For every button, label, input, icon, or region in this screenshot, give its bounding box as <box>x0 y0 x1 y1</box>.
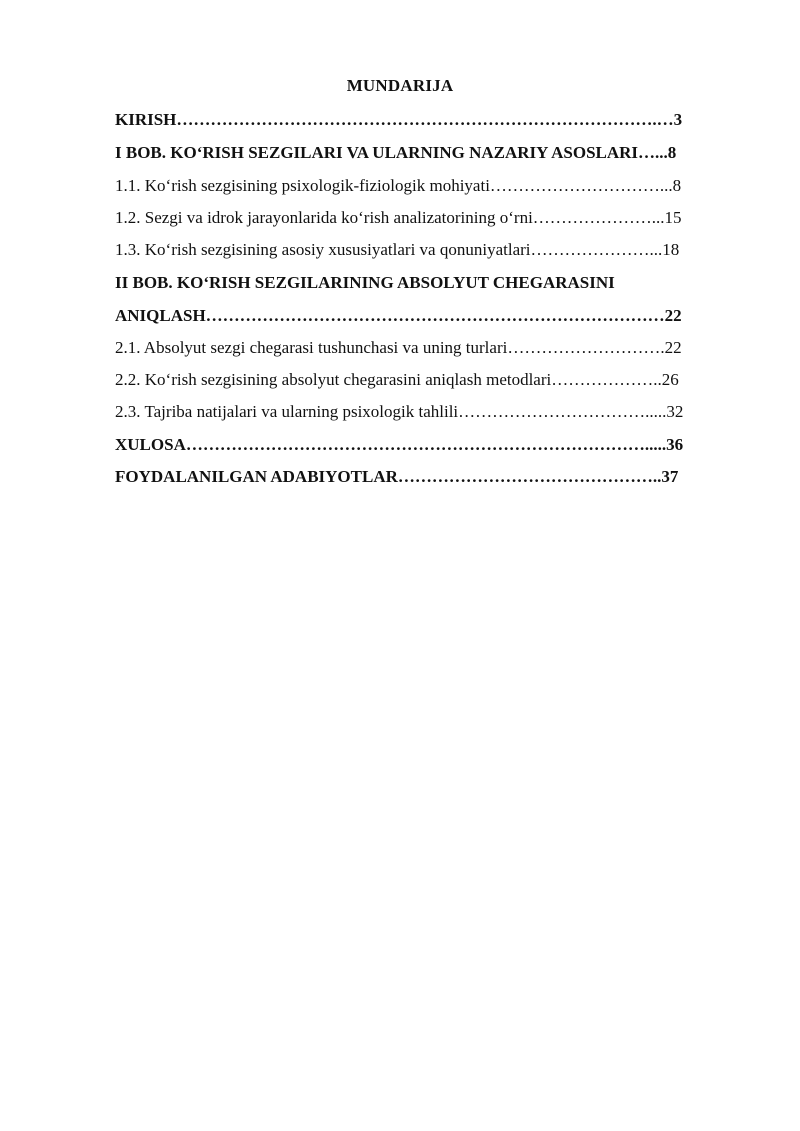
toc-entry-section-2-1: 2.1. Absolyut sezgi chegarasi tushunchasi va uning turlari……………………….22 <box>115 338 682 357</box>
toc-entry-section-1-3: 1.3. Ko‘rish sezgisining asosiy xususiyatlari va qonuniyatlari…………………...18 <box>115 240 680 259</box>
toc-entry-chapter-2-line-2: ANIQLASH………………………………………………………………………22 <box>115 306 682 325</box>
toc-entry-bibliography: FOYDALANILGAN ADABIYOTLAR………………………………………..37 <box>115 467 679 486</box>
page-title: MUNDARIJA <box>346 76 454 95</box>
toc-entry-kirish: KIRISH………………………………………………………………………….…3 <box>115 110 683 129</box>
toc-entry-section-1-1: 1.1. Ko‘rish sezgisining psixologik-fiziologik mohiyati…………………………...8 <box>115 176 682 195</box>
toc-entry-section-2-2: 2.2. Ko‘rish sezgisining absolyut chegarasini aniqlash metodlari………………..26 <box>115 370 679 389</box>
toc-entry-section-2-3: 2.3. Tajriba natijalari va ularning psixologik tahlili…………………………….....32 <box>115 402 684 421</box>
toc-entry-chapter-1: I BOB. KO‘RISH SEZGILARI VA ULARNING NAZARIY ASOSLARI…...8 <box>115 143 677 162</box>
toc-entry-xulosa: XULOSA……………………………………………………………………….....36 <box>115 435 684 454</box>
toc-entry-chapter-2-line-1: II BOB. KO‘RISH SEZGILARINING ABSOLYUT CHEGARASINI <box>115 273 615 292</box>
toc-entry-section-1-2: 1.2. Sezgi va idrok jarayonlarida ko‘rish analizatorining o‘rni…………………...15 <box>115 208 682 227</box>
